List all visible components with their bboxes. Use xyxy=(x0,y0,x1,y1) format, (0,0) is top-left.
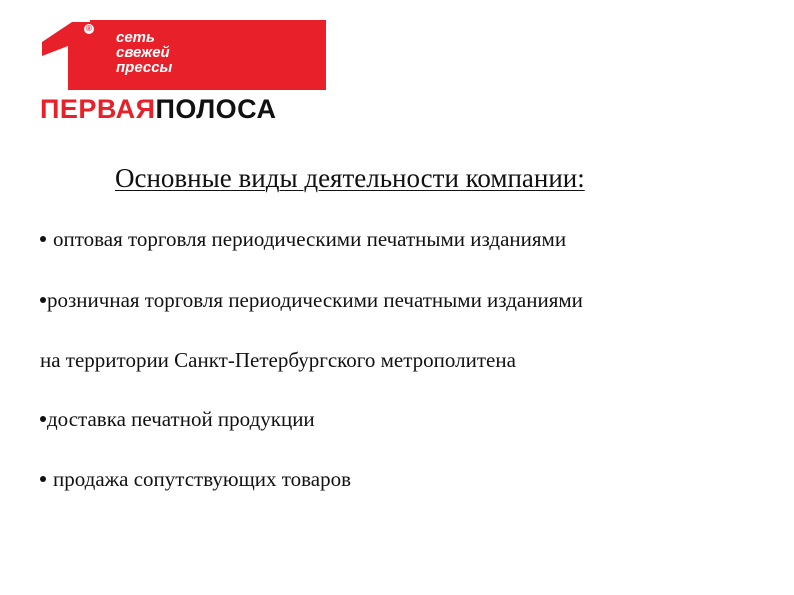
list-item xyxy=(40,466,351,492)
bullet-icon xyxy=(40,297,46,303)
logo-wordmark xyxy=(40,94,277,124)
list-item xyxy=(40,287,583,313)
logo-emblem xyxy=(38,20,326,90)
bullet-icon xyxy=(40,236,46,242)
list-item-continuation xyxy=(40,347,516,373)
company-logo xyxy=(38,18,330,126)
bullet-icon xyxy=(40,416,46,422)
list-item-text: доставка печатной продукции xyxy=(47,407,315,431)
list-item xyxy=(40,226,566,252)
list-item-text: продажа сопутствующих товаров xyxy=(53,467,352,491)
tagline-line: свежей xyxy=(116,44,170,61)
logo-tagline xyxy=(116,30,172,75)
registered-mark: ® xyxy=(84,24,94,34)
list-item-text: розничная торговля периодическими печатными изданиями xyxy=(47,288,583,312)
tagline-line: прессы xyxy=(116,59,173,76)
list-item xyxy=(40,406,315,432)
wordmark-red-part: ПЕРВАЯ xyxy=(40,94,156,124)
bullet-icon xyxy=(40,476,46,482)
list-item-text: на территории Санкт-Петербургского метрополитена xyxy=(40,348,516,372)
logo-number-one-icon xyxy=(38,20,90,90)
list-item-text: оптовая торговля периодическими печатными изданиями xyxy=(53,227,567,251)
wordmark-black-part: ПОЛОСА xyxy=(155,94,277,124)
tagline-line: сеть xyxy=(116,29,155,46)
page-title: Основные виды деятельности компании: xyxy=(115,163,585,193)
